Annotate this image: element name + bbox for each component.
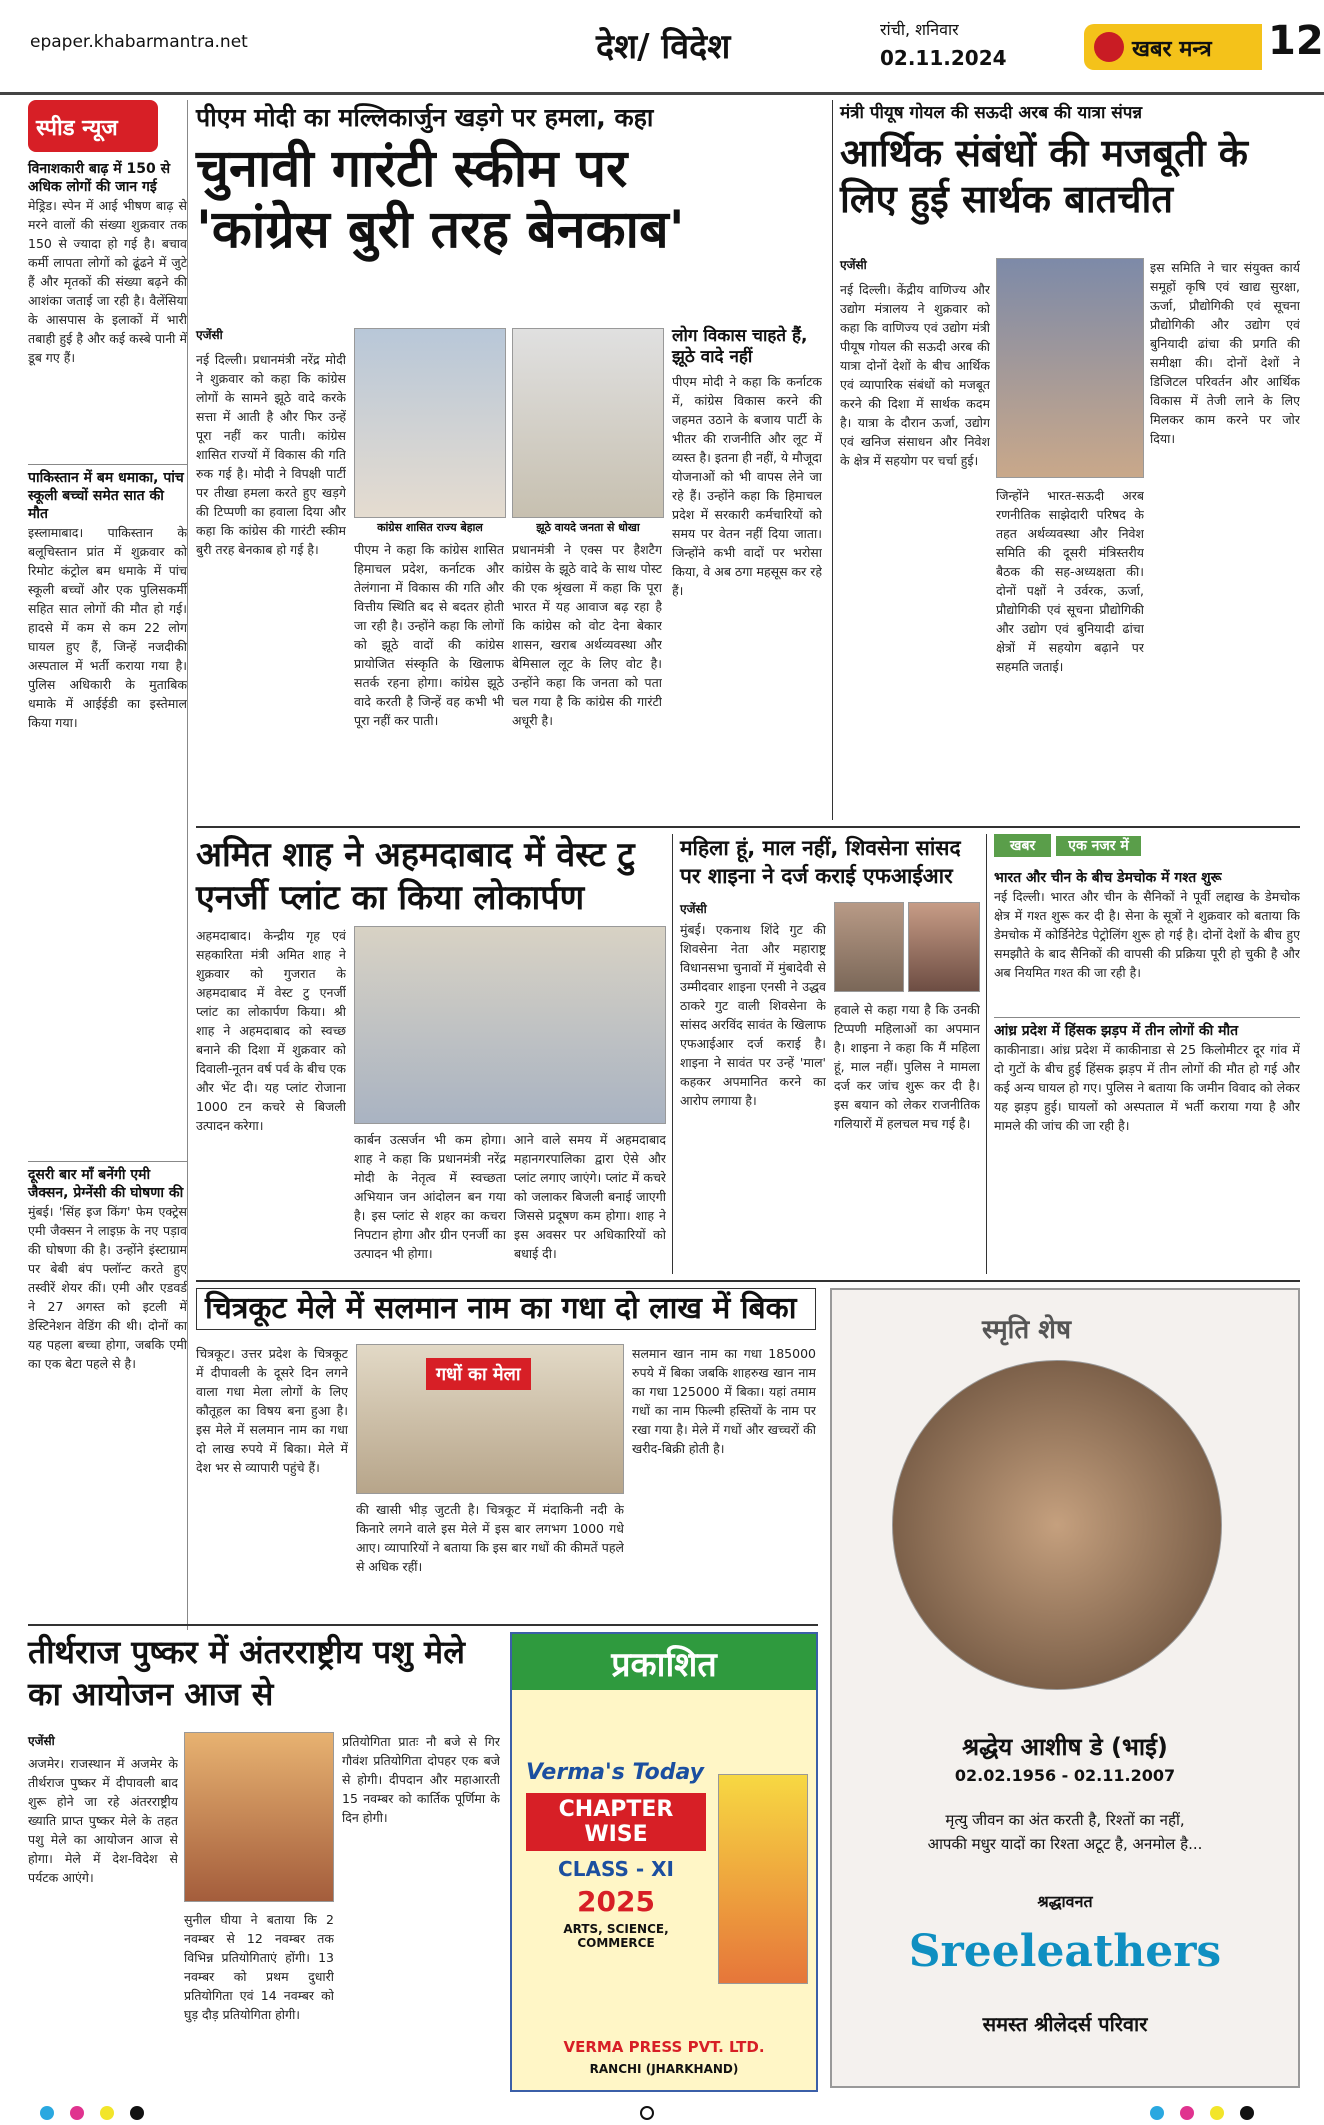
news-head: दूसरी बार माँ बनेंगी एमी जैक्सन, प्रेग्नेंसी की घोषणा की bbox=[28, 1161, 187, 1202]
pushkar-story bbox=[28, 1632, 502, 2092]
memorial-tribute: श्रद्धावनत bbox=[1037, 1892, 1093, 1911]
shaina-body: मुंबई। एकनाथ शिंदे गुट की शिवसेना नेता और महाराष्ट्र विधानसभा चुनावों में मुंबादेवी से उम्मीदवार शाइना एनसी ने उद्धव ठाकरे गुट वाली शिवसेना के सांसद अरविंद सावंत के खिलाफ एफआईआर दर्ज कराई है। शाइना ने सावंत पर उन्हें 'माल' कहकर अपमानित करने का आरोप लगाया है। bbox=[680, 922, 826, 1108]
donkey-fair-inset: गधों का मेला bbox=[426, 1358, 531, 1390]
lead-body: पीएम ने कहा कि कांग्रेस शासित हिमाचल प्रदेश, कर्नाटक और तेलंगाना में विकास की गति और वित्तीय स्थिति बद से बदतर होती जा रही है। उन्होंने कहा कि लोगों को झूठे वादों की कांग्रेस प्रायोजित संस्कृति के खिलाफ सतर्क रहना होगा। कांग्रेस झूठे वादे करती है जिन्हें वह कभी भी पूरा नहीं कर पाती। bbox=[354, 542, 504, 728]
issue-date: 02.11.2024 bbox=[880, 46, 1007, 70]
memorial-photo bbox=[892, 1360, 1222, 1690]
book-ad-brand: Verma's Today bbox=[526, 1760, 704, 1785]
lead-headline: 'कांग्रेस बुरी तरह बेनकाब' bbox=[196, 199, 685, 260]
registration-dot bbox=[40, 2106, 54, 2120]
book-ad-streams: ARTS, SCIENCE, COMMERCE bbox=[563, 1922, 669, 1950]
chitrakoot-headline: चित्रकूट मेले में सलमान नाम का गधा दो लाख में बिका bbox=[196, 1288, 816, 1330]
memorial-ad bbox=[830, 1288, 1300, 2088]
goyal-photo bbox=[996, 258, 1144, 478]
khabar-box bbox=[994, 834, 1300, 1274]
memorial-brand: Sreeleathers bbox=[908, 1926, 1222, 1977]
shaina-photo-1 bbox=[834, 902, 904, 992]
brand-name: खबर मन्त्र bbox=[1132, 37, 1212, 62]
section-title: देश/ विदेश bbox=[596, 27, 731, 67]
modi-photo bbox=[354, 328, 506, 518]
amit-body: कार्बन उत्सर्जन भी कम होगा। शाह ने कहा कि प्रधानमंत्री नरेंद्र मोदी के नेतृत्व में स्वच्छता अभियान जन आंदोलन बन गया है। इस प्लांट से शहर का कचरा निपटान होगा और ग्रीन एनर्जी का उत्पादन भी होगा। bbox=[354, 1132, 506, 1261]
chitrakoot-body: की खासी भीड़ जुटती है। चित्रकूट में मंदाकिनी नदी के किनारे लगने वाले इस मेले में इस बार लगभग 1000 गधे आए। व्यापारियों ने बताया कि इस बार गधों की कीमतें पहले से अधिक रहीं। bbox=[356, 1502, 624, 1574]
memorial-verse: आपकी मधुर यादों का रिश्ता अटूट है, अनमोल है... bbox=[927, 1835, 1203, 1853]
amit-body: आने वाले समय में अहमदाबाद महानगरपालिका द्वारा ऐसे और प्लांट लगाए जाएंगे। प्लांट में कचरे को जलाकर बिजली बनाई जाएगी जिससे प्रदूषण कम होगा। शाह ने इस अवसर पर अधिकारियों को बधाई दी। bbox=[514, 1132, 666, 1261]
memorial-name: श्रद्धेय आशीष डे (भाई) bbox=[962, 1733, 1168, 1761]
amit-story bbox=[196, 834, 666, 1274]
book-ad-city: RANCHI (JHARKHAND) bbox=[589, 2062, 739, 2076]
goyal-story bbox=[840, 100, 1300, 820]
registration-dot bbox=[100, 2106, 114, 2120]
pushkar-headline: तीर्थराज पुष्कर में अंतरराष्ट्रीय पशु मेले का आयोजन आज से bbox=[28, 1633, 465, 1713]
page-header bbox=[0, 0, 1324, 95]
brand-icon bbox=[1094, 32, 1124, 62]
pushkar-body: सुनील घीया ने बताया कि 2 नवम्बर से 12 नवम्बर तक विभिन्न प्रतियोगिताएं होंगी। 13 नवम्बर को प्रथम दुधारी प्रतियोगिता एवं 14 नवम्बर को घुड़ दौड़ प्रतियोगिता होगी। bbox=[184, 1912, 334, 2022]
registration-dot bbox=[70, 2106, 84, 2120]
chitrakoot-body: सलमान खान नाम का गधा 185000 रुपये में बिका जबकि शाहरुख खान नाम का गधा 125000 में बिका। यहां तमाम गधों का नाम फिल्मी हस्तियों के नाम पर रखा गया है। मेले में गधों और खच्चरों की खरीद-बिक्री होती है। bbox=[632, 1346, 816, 1456]
brief-body: काकीनाडा। आंध्र प्रदेश में काकीनाडा से 25 किलोमीटर दूर गांव में दो गुटों के बीच हुई हिंसक झड़प में तीन लोगों की मौत हो गई और कई अन्य घायल हो गए। पुलिस ने बताया कि जमीन विवाद को लेकर यह झड़प हुई। घायलों को अस्पताल में भर्ती कराया गया है और मामले की जांच की जा रही है। bbox=[994, 1042, 1300, 1133]
book-ad bbox=[510, 1632, 818, 2092]
news-body: इस्लामाबाद। पाकिस्तान के बलूचिस्तान प्रांत में शुक्रवार को रिमोट कंट्रोल बम धमाके में पांच स्कूली बच्चों और एक पुलिसकर्मी सहित सात लोगों की मौत हो गई। हादसे में कम से कम 22 लोग घायल हुए हैं, जिन्हें नजदीकी अस्पताल में भर्ती कराया गया है। पुलिस अधिकारी के मुताबिक धमाके में आईईडी का इस्तेमाल किया गया। bbox=[28, 525, 187, 730]
brief-head: भारत और चीन के बीच डेमचोक में गश्त शुरू bbox=[994, 870, 1222, 886]
speed-news-column bbox=[28, 100, 188, 1630]
amit-headline: अमित शाह ने अहमदाबाद में वेस्ट टु एनर्जी प्लांट का किया लोकार्पण bbox=[196, 835, 635, 918]
lead-kicker: पीएम मोदी का मल्लिकार्जुन खड़गे पर हमला, कहा bbox=[196, 103, 654, 132]
registration-dot bbox=[1180, 2106, 1194, 2120]
amit-body: अहमदाबाद। केन्द्रीय गृह एवं सहकारिता मंत्री अमित शाह ने शुक्रवार को गुजरात के अहमदाबाद में वेस्ट टु एनर्जी प्लांट का लोकार्पण किया। श्री शाह ने अहमदाबाद को स्वच्छ बनाने की दिशा में शुक्रवार को दिवाली-नूतन वर्ष पर्व के बीच एक और भेंट दी। यह प्लांट रोजाना 1000 टन कचरे से बिजली उत्पादन करेगा। bbox=[196, 928, 346, 1133]
goyal-headline: आर्थिक संबंधों की मजबूती के लिए हुई सार्थक बातचीत bbox=[840, 131, 1248, 221]
khabar-tag2: एक नजर में bbox=[1056, 836, 1141, 856]
book-ad-publisher: VERMA PRESS PVT. LTD. bbox=[563, 2038, 765, 2056]
pushkar-body: प्रतियोगिता प्रातः नौ बजे से गिर गौवंश प्रतियोगिता दोपहर एक बजे से होगी। दीपदान और महाआरती 15 नवम्बर को कार्तिक पूर्णिमा के दिन होगी। bbox=[342, 1734, 500, 1825]
lead-story bbox=[196, 100, 826, 820]
book-cover bbox=[718, 1774, 808, 1984]
byline: एजेंसी bbox=[196, 328, 223, 342]
page-number: 12 bbox=[1268, 18, 1324, 64]
registration-dot bbox=[640, 2106, 654, 2120]
khabar-tag-row bbox=[994, 834, 1300, 857]
lead-headline: चुनावी गारंटी स्कीम पर bbox=[196, 139, 628, 199]
book-ad-product: CHAPTER WISE bbox=[526, 1793, 706, 1851]
amit-photo bbox=[354, 926, 666, 1124]
byline: एजेंसी bbox=[840, 258, 867, 272]
site-url[interactable]: epaper.khabarmantra.net bbox=[30, 32, 248, 52]
brief-body: नई दिल्ली। भारत और चीन के सैनिकों ने पूर्वी लद्दाख के डेमचोक क्षेत्र में गश्त शुरू कर दी है। सेना के सूत्रों ने शुक्रवार को बताया कि डेमचोक में कोर्डिनेटेड पेट्रोलिंग शुरू हो गई है। दोनों देशों के बीच हुए समझौते के बाद सैनिकों की वापसी की प्रक्रिया पूरी हो चुकी है और अब नियमित गश्त की जा रही है। bbox=[994, 889, 1300, 980]
chitrakoot-story bbox=[196, 1288, 816, 1618]
goyal-kicker: मंत्री पीयूष गोयल की सऊदी अरब की यात्रा संपन्न bbox=[840, 103, 1143, 123]
news-head: पाकिस्तान में बम धमाका, पांच स्कूली बच्चों समेत सात की मौत bbox=[28, 464, 187, 523]
shaina-story bbox=[680, 834, 980, 1274]
registration-dot bbox=[130, 2106, 144, 2120]
registration-dot bbox=[1150, 2106, 1164, 2120]
divider bbox=[672, 834, 673, 1274]
divider bbox=[832, 100, 833, 820]
city-day: रांची, शनिवार bbox=[880, 20, 959, 39]
book-ad-class: CLASS - XI bbox=[558, 1857, 674, 1881]
chitrakoot-body: चित्रकूट। उत्तर प्रदेश के चित्रकूट में दीपावली के दूसरे दिन लगने वाला गधा मेला लोगों के लिए कौतूहल का विषय बना हुआ है। इस मेले में सलमान नाम का गधा दो लाख रुपये में बिका। मेले में देश भर से व्यापारी पहुंचे हैं। bbox=[196, 1346, 348, 1475]
memorial-dates: 02.02.1956 - 02.11.2007 bbox=[954, 1766, 1176, 1785]
lead-body: प्रधानमंत्री ने एक्स पर हैशटैग कांग्रेस के झूठे वादे के साथ पोस्ट की एक श्रृंखला में कहा कि पूरा भारत में यह आवाज बढ़ रहा है कि कांग्रेस को वोट देना बेकार शासन, खराब अर्थव्यवस्था और बेमिसाल लूट के लिए वोट है। उन्होंने कहा कि जनता को पता चल गया है कि कांग्रेस की गारंटी अधूरी है। bbox=[512, 542, 662, 728]
lead-body: पीएम मोदी ने कहा कि कर्नाटक में, कांग्रेस विकास करने की जहमत उठाने के बजाय पार्टी के भीतर की राजनीति और लूट में व्यस्त है। इतना ही नहीं, ये मौजूदा योजनाओं को भी वापस लेने जा रहे हैं। उन्होंने कहा कि हिमाचल प्रदेश में सरकारी कर्मचारियों को समय पर वेतन नहीं दिया जाता। जिन्होंने कभी वादों पर भरोसा किया, वे अब ठगा महसूस कर रहे हैं। bbox=[672, 374, 822, 598]
goyal-body: इस समिति ने चार संयुक्त कार्य समूहों कृषि एवं खाद्य सुरक्षा, ऊर्जा, प्रौद्योगिकी एवं सूचना प्रौद्योगिकी और उद्योग एवं बुनियादी ढांचा की प्रगति की समीक्षा की। दोनों देशों ने डिजिटल परिवर्तन और आर्थिक विकास में तेजी लाने के लिए मिलकर काम करने पर जोर दिया। bbox=[1150, 260, 1300, 446]
shaina-photo-2 bbox=[908, 902, 980, 992]
pushkar-body: अजमेर। राजस्थान में अजमेर के तीर्थराज पुष्कर में दीपावली बाद शुरू होने जा रहे अंतरराष्ट्रीय ख्याति प्राप्त पुष्कर मेले के तहत पशु मेले का आयोजन आज से होगा। मेले में देश-विदेश से पर्यटक आएंगे। bbox=[28, 1756, 178, 1885]
photo-caption: कांग्रेस शासित राज्य बेहाल bbox=[377, 521, 483, 534]
khabar-tag: खबर bbox=[994, 834, 1051, 857]
goyal-body: जिन्होंने भारत-सऊदी अरब रणनीतिक साझेदारी परिषद के तहत अर्थव्यवस्था और निवेश समिति की दूसरी मंत्रिस्तरीय बैठक की सह-अध्यक्षता की। दोनों पक्षों ने उर्वरक, ऊर्जा, प्रौद्योगिकी एवं सूचना प्रौद्योगिकी और उद्योग एवं बुनियादी ढांचा क्षेत्रों में सहयोग बढ़ाने पर सहमति जताई। bbox=[996, 488, 1144, 674]
shaina-body: हवाले से कहा गया है कि उनकी टिप्पणी महिलाओं का अपमान है। शाइना ने कहा कि मैं महिला हूं, माल नहीं। पुलिस ने मामला दर्ज कर जांच शुरू कर दी है। इस बयान को लेकर राजनीतिक गलियारों में हलचल मच गई है। bbox=[834, 1002, 980, 1131]
divider bbox=[986, 834, 987, 1274]
goyal-body: नई दिल्ली। केंद्रीय वाणिज्य और उद्योग मंत्रालय ने शुक्रवार को कहा कि वाणिज्य एवं उद्योग मंत्री पीयूष गोयल की सऊदी अरब की यात्रा दोनों देशों के बीच आर्थिक एवं व्यापारिक संबंधों को मजबूत करने की दिशा में सार्थक कदम है। यात्रा के दौरान ऊर्जा, उद्योग एवं खनिज संसाधन और निवेश के क्षेत्र में सहयोग पर चर्चा हुई। bbox=[840, 282, 990, 468]
lead-body: नई दिल्ली। प्रधानमंत्री नरेंद्र मोदी ने शुक्रवार को कहा कि कांग्रेस लोगों के सामने झूठे वादे करके सत्ता में आती है और फिर उन्हें पूरा नहीं कर पाती। कांग्रेस शासित राज्यों में विकास की गति रुक गई है। मोदी ने विपक्षी पार्टी पर तीखा हमला करते हुए खड़गे की टिप्पणी का हवाला दिया और कहा कि कांग्रेस की गारंटी स्कीम बुरी तरह बेनकाब हो गई है। bbox=[196, 352, 346, 557]
divider bbox=[28, 1624, 818, 1626]
byline: एजेंसी bbox=[680, 902, 707, 916]
lead-side-head: लोग विकास चाहते हैं, झूठे वादे नहीं bbox=[672, 326, 808, 367]
shaina-headline: पर शाइना ने दर्ज कराई एफआईआर bbox=[680, 864, 953, 888]
memorial-verse: मृत्यु जीवन का अंत करती है, रिश्तों का नहीं, bbox=[945, 1811, 1185, 1829]
speed-news-tag: स्पीड न्यूज bbox=[28, 100, 158, 152]
byline: एजेंसी bbox=[28, 1734, 55, 1748]
photo-caption: झूठे वायदे जनता से धोखा bbox=[536, 521, 640, 534]
divider bbox=[196, 826, 1300, 828]
memorial-title: स्मृति शेष bbox=[982, 1315, 1071, 1345]
news-body: मुंबई। 'सिंह इज किंग' फेम एक्ट्रेस एमी जैक्सन ने लाइफ़ के नए पड़ाव की घोषणा की है। उन्होंने इंस्टाग्राम पर बेबी बंप फ्लॉन्ट करते हुए तस्वीरें शेयर कीं। एमी और एडवर्ड ने 27 अगस्त को इटली में डेस्टिनेशन वेडिंग की थी। दोनों का यह पहला बच्चा होगा, जबकि एमी का एक बेटा पहले से है। bbox=[28, 1204, 187, 1371]
shaina-headline: महिला हूं, माल नहीं, शिवसेना सांसद bbox=[680, 836, 961, 860]
divider bbox=[196, 1280, 1300, 1282]
print-marks bbox=[0, 2100, 1324, 2125]
book-ad-year: 2025 bbox=[577, 1885, 655, 1918]
brief-head: आंध्र प्रदेश में हिंसक झड़प में तीन लोगों की मौत bbox=[994, 1017, 1300, 1040]
book-ad-title: प्रकाशित bbox=[512, 1634, 816, 1690]
news-body: मेड्रिड। स्पेन में आई भीषण बाढ़ से मरने वालों की संख्या शुक्रवार तक 150 से ज्यादा हो गई है। बचाव कर्मी लापता लोगों को ढूंढने में जुटे हैं और मृतकों की संख्या बढ़ने की आशंका जताई जा रही है। वैलेंसिया के आसपास के इलाकों में भारी तबाही हुई है और कई कस्बे पानी में डूब गए हैं। bbox=[28, 198, 187, 365]
registration-dot bbox=[1240, 2106, 1254, 2120]
pushkar-photo bbox=[184, 1732, 334, 1902]
news-head: विनाशकारी बाढ़ में 150 से अधिक लोगों की जान गई bbox=[28, 161, 171, 195]
kharge-photo bbox=[512, 328, 664, 518]
memorial-family: समस्त श्रीलेदर्स परिवार bbox=[982, 2012, 1148, 2036]
registration-dot bbox=[1210, 2106, 1224, 2120]
